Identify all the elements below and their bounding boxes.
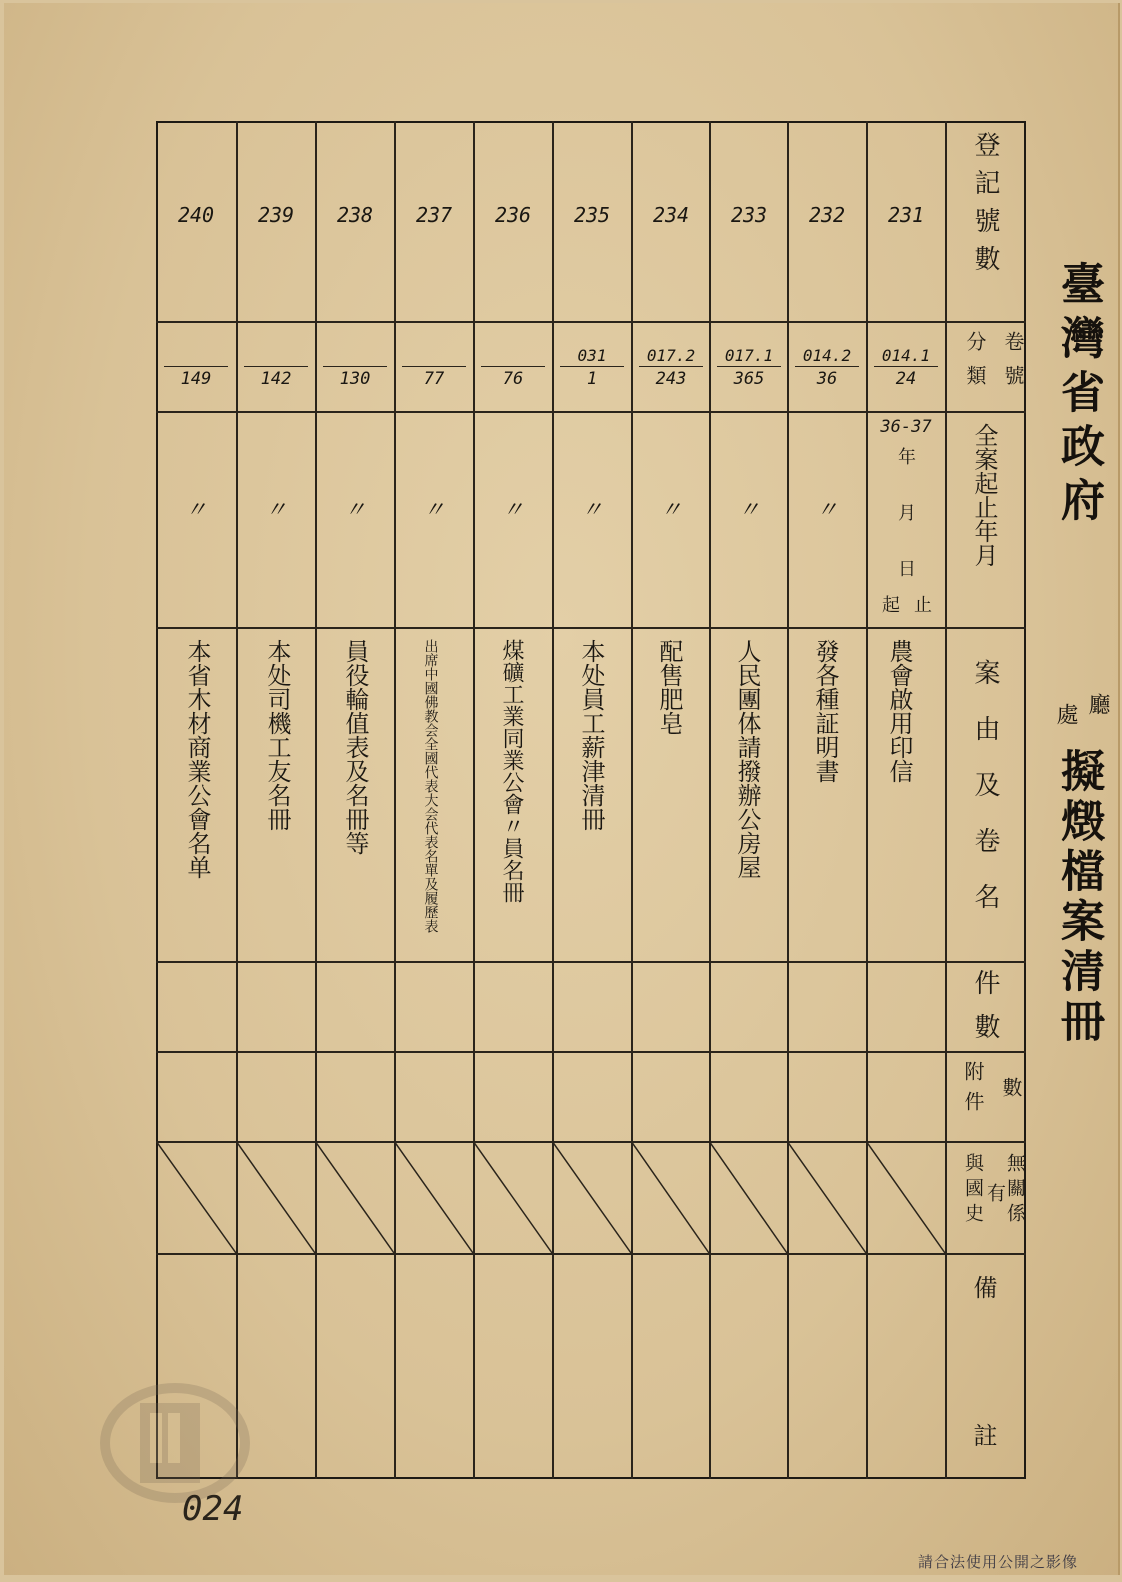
subject-237: 出席中國佛教会全國代表大会代表名單及履歷表 [422,639,439,933]
row-divider [156,961,1026,963]
class-bot-232: 36 [816,369,838,389]
header-attachments-a: 附件 [961,1061,985,1121]
class-bot-233: 365 [733,369,765,389]
page-number: 024 [182,1489,244,1529]
years-234: 〃 [659,498,682,523]
class-top-235: 031 [560,346,624,367]
reg-no-235: 235 [573,203,611,227]
header-class-b-top: 分 [963,331,987,351]
class-top-239 [244,346,308,367]
subject-239: 本处司機工友名冊 [263,639,291,831]
class-bot-235: 1 [586,369,598,389]
header-class-a-top: 卷 [1001,331,1025,351]
reg-no-240: 240 [177,203,215,227]
years-239: 〃 [264,498,287,523]
copyright-notice: 請合法使用公開之影像 [918,1553,1079,1571]
header-date-start: 起 [879,595,900,613]
header-class-b-bot: 類 [963,365,987,385]
years-240: 〃 [184,498,207,523]
header-history-c: 與國史 [962,1153,984,1228]
column-divider [394,121,396,1479]
class-bot-234: 243 [655,369,687,389]
header-date-day: 日 [895,559,916,577]
class-bot-236: 76 [502,369,524,389]
document-title-ting: 廳 [1085,693,1110,715]
header-date-range: 全案起止年月 [970,423,998,567]
reg-no-233: 233 [730,203,768,227]
class-top-233: 017.1 [717,346,781,367]
row-divider [156,627,1026,629]
subject-234: 配售肥皂 [655,639,683,735]
header-date-end: 止 [911,595,932,613]
header-remarks-b: 註 [969,1423,997,1447]
subject-233: 人民團体請撥辦公房屋 [733,639,761,879]
reg-no-239: 239 [257,203,295,227]
subject-232: 發各種証明書 [811,639,839,783]
row-divider [156,1051,1026,1053]
header-subject: 案由及卷名 [970,659,1000,939]
reg-no-236: 236 [494,203,532,227]
years-238: 〃 [343,498,366,523]
archive-seal-icon [100,1373,250,1503]
document-title-province: 臺灣省政府 [1053,261,1104,531]
reg-no-237: 237 [415,203,453,227]
subject-231: 農會啟用印信 [885,639,913,783]
column-divider [473,121,475,1479]
header-count: 件數 [970,969,1000,1057]
row-divider [156,411,1026,413]
reg-no-238: 238 [336,203,374,227]
class-bot-237: 77 [423,369,445,389]
header-history-b: 有 [984,1183,1006,1202]
subject-238: 員役輪值表及名冊等 [341,639,369,855]
column-divider [631,121,633,1479]
subject-235: 本处員工薪津清冊 [577,639,605,831]
history-strike-lines [156,1141,946,1253]
document-page [4,3,1120,1575]
document-title-chu: 處 [1053,703,1078,725]
row-divider [156,1253,1026,1255]
column-divider [315,121,317,1479]
header-date-year: 年 [895,447,916,465]
years-236: 〃 [501,498,524,523]
reg-no-231: 231 [887,203,925,227]
subject-240: 本省木材商業公會名单 [183,639,211,879]
class-bot-238: 130 [339,369,371,389]
header-attachments-b: 數 [999,1077,1023,1097]
years-232: 〃 [815,498,838,523]
class-bot-231: 24 [895,369,917,389]
column-divider [945,121,947,1479]
column-divider [552,121,554,1479]
class-top-237 [402,346,466,367]
header-reg-no: 登記號數 [970,131,1000,283]
years-235: 〃 [580,498,603,523]
class-top-238 [323,346,387,367]
class-top-232: 014.2 [795,346,859,367]
column-divider [709,121,711,1479]
reg-no-232: 232 [808,203,846,227]
header-remarks-a: 備 [969,1275,997,1299]
class-bot-239: 142 [260,369,292,389]
row-divider [156,321,1026,323]
class-top-231: 014.1 [874,346,938,367]
header-history-a: 無關係 [1004,1153,1026,1228]
class-top-240 [164,346,228,367]
column-divider [866,121,868,1479]
document-title-list: 擬燬檔案清冊 [1053,748,1104,1048]
class-top-234: 017.2 [639,346,703,367]
class-top-236 [481,346,545,367]
column-divider [236,121,238,1479]
years-231: 36-37 [880,417,932,437]
subject-236: 煤礦工業同業公會〃員名冊 [499,639,524,903]
class-bot-240: 149 [180,369,212,389]
column-divider [787,121,789,1479]
years-233: 〃 [737,498,760,523]
reg-no-234: 234 [652,203,690,227]
header-class-a-bot: 號 [1001,365,1025,385]
header-date-month: 月 [895,503,916,521]
years-237: 〃 [422,498,445,523]
